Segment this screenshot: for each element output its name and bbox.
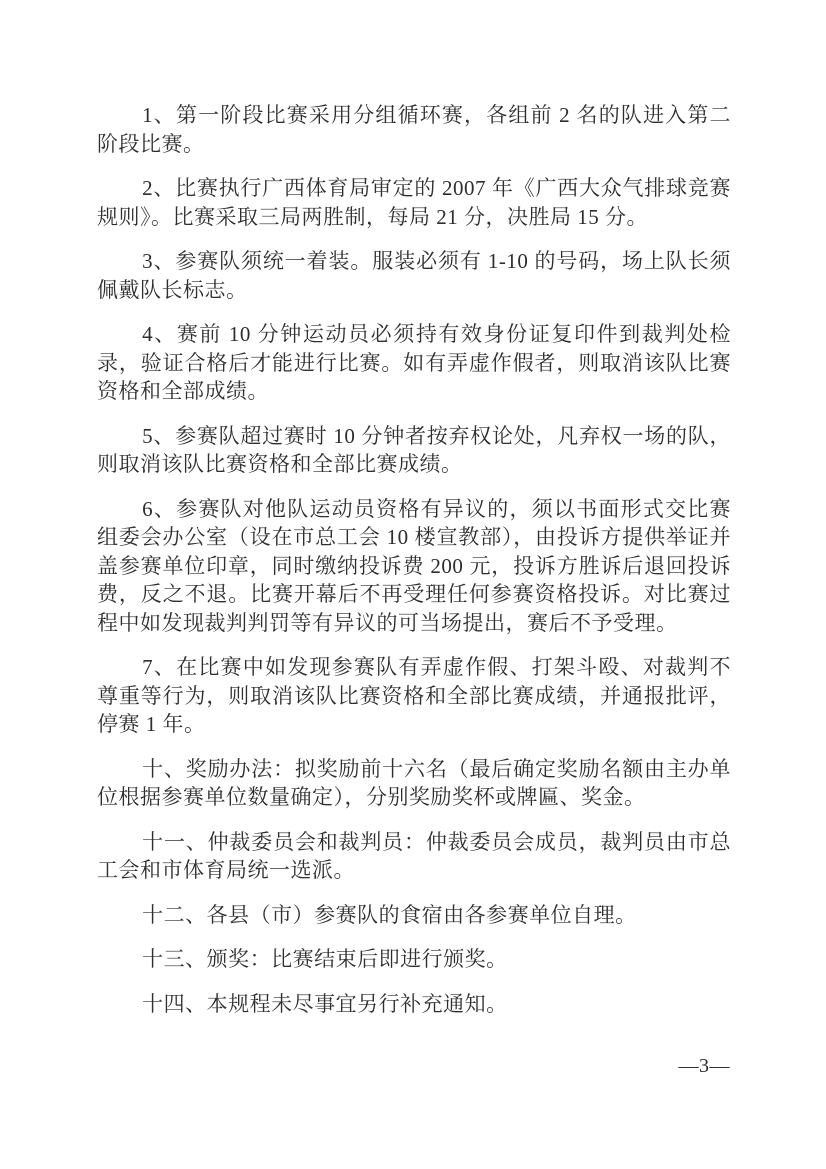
page-number: —3— (678, 1055, 730, 1077)
paragraph-rule-4: 4、赛前 10 分钟运动员必须持有效身份证复印件到裁判处检录，验证合格后才能进行比赛。如有弄虚作假者，则取消该队比赛资格和全部成绩。 (97, 322, 731, 403)
paragraph-rule-1: 1、第一阶段比赛采用分组循环赛，各组前 2 名的队进入第二阶段比赛。 (97, 103, 731, 156)
paragraph-item-10: 十、奖励办法：拟奖励前十六名（最后确定奖励名额由主办单位根据参赛单位数量确定），分别奖励奖杯或牌匾、奖金。 (97, 756, 731, 809)
paragraph-rule-3: 3、参赛队须统一着装。服装必须有 1-10 的号码，场上队长须佩戴队长标志。 (97, 249, 731, 302)
paragraph-rule-7: 7、在比赛中如发现参赛队有弄虚作假、打架斗殴、对裁判不尊重等行为，则取消该队比赛资格和全部比赛成绩，并通报批评，停赛 1 年。 (97, 655, 731, 736)
paragraph-rule-6: 6、参赛队对他队运动员资格有异议的，须以书面形式交比赛组委会办公室（设在市总工会 10 楼宣教部），由投诉方提供举证并盖参赛单位印章，同时缴纳投诉费 200 元，投诉方胜诉后退回投诉费，反之不退。比赛开幕后不再受理任何参赛资格投诉。对比赛过程中如发现裁判判罚等有异议的可当场提出，赛后不予受理。 (97, 496, 731, 635)
paragraph-rule-2: 2、比赛执行广西体育局审定的 2007 年《广西大众气排球竞赛规则》。比赛采取三局两胜制，每局 21 分，决胜局 15 分。 (97, 176, 731, 229)
paragraph-item-11: 十一、仲裁委员会和裁判员：仲裁委员会成员，裁判员由市总工会和市体育局统一选派。 (97, 829, 731, 882)
paragraph-rule-5: 5、参赛队超过赛时 10 分钟者按弃权论处，凡弃权一场的队，则取消该队比赛资格和全部比赛成绩。 (97, 423, 731, 476)
paragraph-item-12: 十二、各县（市）参赛队的食宿由各参赛单位自理。 (142, 902, 637, 927)
paragraph-item-13: 十三、颁奖：比赛结束后即进行颁奖。 (142, 947, 508, 971)
paragraph-item-14: 十四、本规程未尽事宜另行补充通知。 (142, 991, 508, 1016)
document-body (97, 101, 731, 1034)
